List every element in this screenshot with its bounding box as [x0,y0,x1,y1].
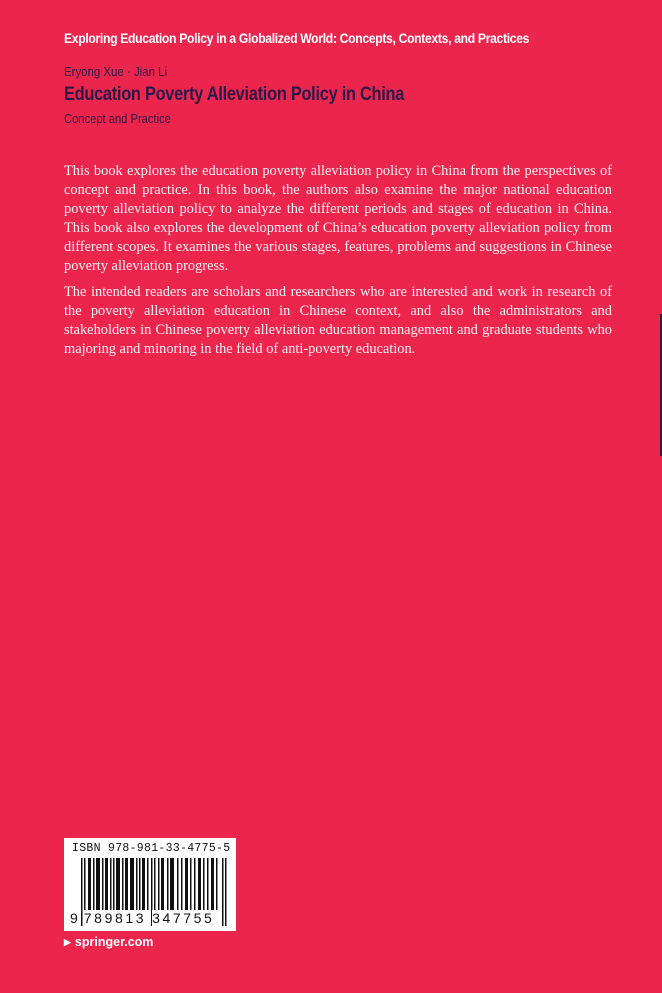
barcode-digits-left: 789813 [83,910,147,926]
barcode-digit-first: 9 [70,910,78,926]
blurb-paragraph-1: This book explores the education poverty alleviation policy in China from the perspectives of concept and practice. In this book, the authors also examine the major national education poverty alleviation policy to analyze the different periods and stages of education in China. This book also explores the development of China’s education poverty alleviation policy from different scopes. It examines the various stages, features, problems and suggestions in Chinese poverty alleviation progress. [64,163,612,274]
book-title: Education Poverty Alleviation Policy in China [64,84,405,105]
barcode-digits-right: 347755 [152,910,215,926]
play-triangle-icon: ▶ [64,937,71,947]
publisher-website: springer.com [74,935,154,949]
isbn-barcode [64,838,236,931]
barcode-digits [70,910,214,926]
isbn-label: ISBN 978-981-33-4775-5 [72,842,231,855]
back-cover-blurb [64,162,612,366]
authors: Eryong Xue · Jian Li [64,64,168,79]
publisher-link[interactable] [64,935,153,949]
book-subtitle: Concept and Practice [64,111,171,126]
series-title: Exploring Education Policy in a Globalized World: Concepts, Contexts, and Practices [64,31,530,46]
blurb-paragraph-2: The intended readers are scholars and researchers who are interested and work in research of the poverty alleviation education in Chinese context, and also the administrators and stakeholders in Chinese poverty alleviation education management and graduate students who majoring and minoring in the field of anti-poverty education. [64,284,612,357]
